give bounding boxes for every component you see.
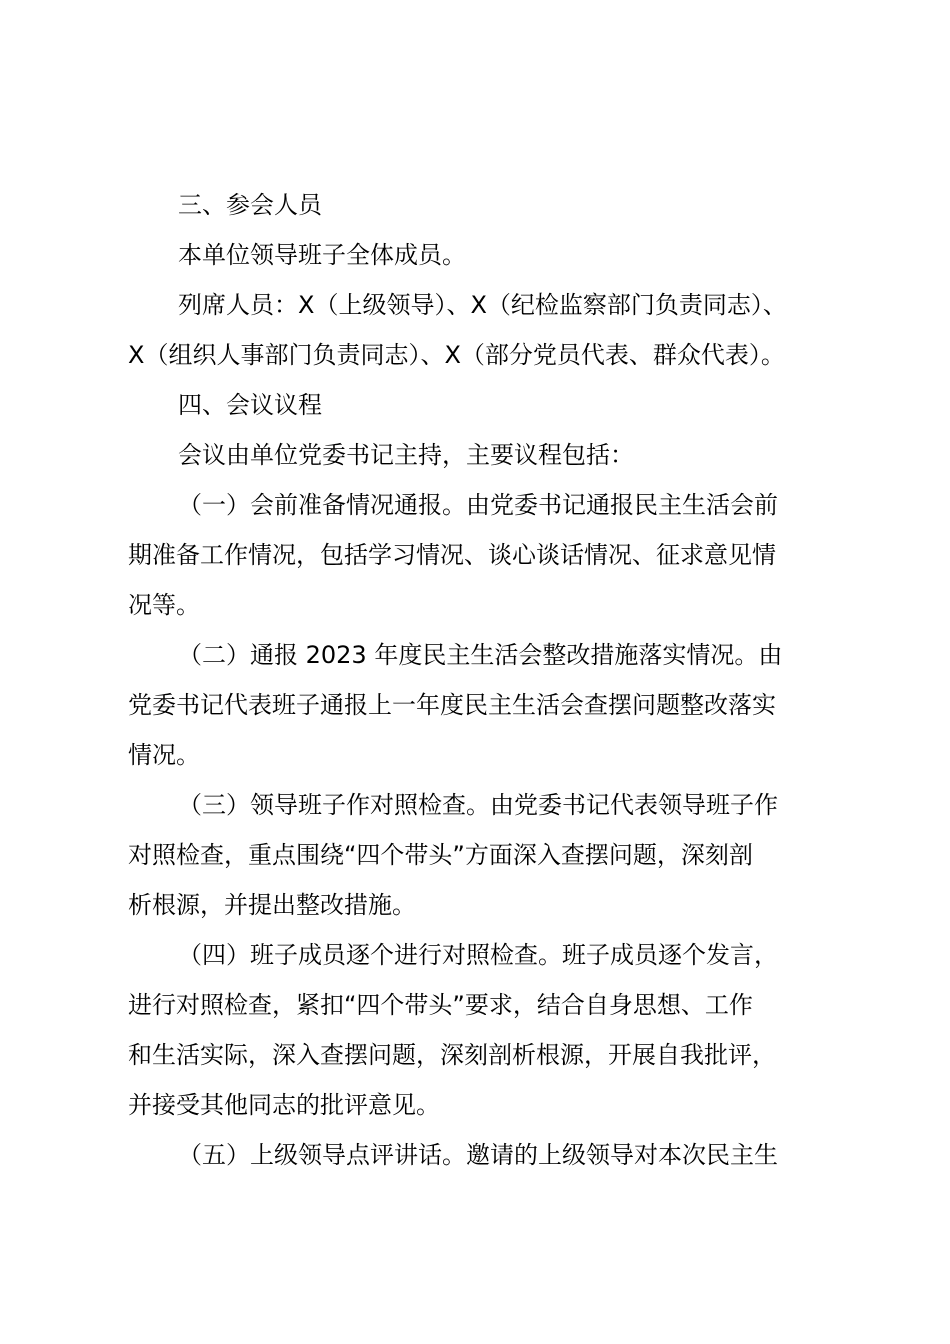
section-heading-agenda: 四、会议议程 <box>178 391 322 419</box>
paragraph-line: （四）班子成员逐个进行对照检查。班子成员逐个发言， <box>178 941 778 969</box>
paragraph-line: （一）会前准备情况通报。由党委书记通报民主生活会前 <box>178 491 778 519</box>
paragraph-line: 列席人员：X（上级领导）、X（纪检监察部门负责同志）、 <box>178 291 787 319</box>
paragraph-line: 并接受其他同志的批评意见。 <box>128 1091 440 1119</box>
paragraph-line: 会议由单位党委书记主持，主要议程包括： <box>178 441 634 469</box>
paragraph-line: 析根源，并提出整改措施。 <box>128 891 416 919</box>
paragraph-line: （五）上级领导点评讲话。邀请的上级领导对本次民主生 <box>178 1141 778 1169</box>
section-heading-attendees: 三、参会人员 <box>178 191 322 219</box>
paragraph-line: 情况。 <box>128 741 200 769</box>
paragraph-line: （二）通报 2023 年度民主生活会整改措施落实情况。由 <box>178 641 783 669</box>
paragraph-line: 本单位领导班子全体成员。 <box>178 241 466 269</box>
paragraph-line: 和生活实际，深入查摆问题，深刻剖析根源，开展自我批评， <box>128 1041 776 1069</box>
paragraph-line: 对照检查，重点围绕“四个带头”方面深入查摆问题，深刻剖 <box>128 841 753 869</box>
paragraph-line: （三）领导班子作对照检查。由党委书记代表领导班子作 <box>178 791 778 819</box>
paragraph-line: 况等。 <box>128 591 200 619</box>
paragraph-line: X（组织人事部门负责同志）、X（部分党员代表、群众代表）。 <box>128 341 785 369</box>
paragraph-line: 党委书记代表班子通报上一年度民主生活会查摆问题整改落实 <box>128 691 776 719</box>
paragraph-line: 进行对照检查，紧扣“四个带头”要求，结合自身思想、工作 <box>128 991 753 1019</box>
paragraph-line: 期准备工作情况，包括学习情况、谈心谈话情况、征求意见情 <box>128 541 776 569</box>
